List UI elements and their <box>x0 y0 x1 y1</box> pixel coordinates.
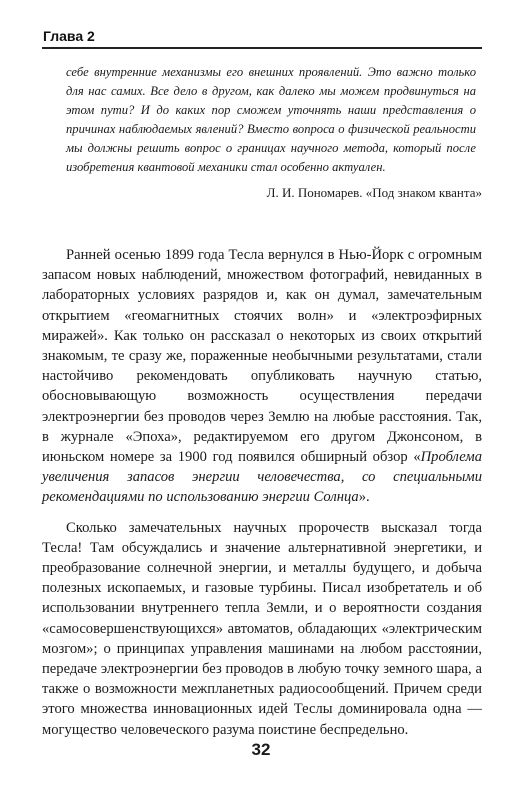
header-divider <box>42 47 482 49</box>
paragraph-1-text: Ранней осенью 1899 года Тесла вернулся в Нью-Йорк с огромным запасом новых наблюдений, множеством фотографий, невиданных в лабораторных условиях разрядов и, как он думал, замечательным открытием «геомагнитных стоячих волн» и «электроэфирных миражей». Как только он рассказал о некоторых из своих открытий знакомым, те сразу же, пораженные необычными результатами, стали настойчиво рекомендовать опубликовать научную статью, обосновывающую возможность осуществления передачи электроэнергии без проводов через Землю на любые расстояния. Так, в журнале «Эпоха», редактируемом его другом Джонсоном, в июньском номере за 1900 год появился обширный обзор « <box>42 247 482 466</box>
epigraph-text: себе внутренние механизмы его внешних проявлений. Это важно только для нас самих. Все дело в другом, как далеко мы можем продвинуться на этом пути? И до каких пор сможем уточнять наши представления о причинах наблюдаемых явлений? Вместо вопроса о физической реальности мы должны решить вопрос о границах научного метода, который после изобретения квантовой механики стал особенно актуален. <box>66 65 476 174</box>
paragraph-1 <box>42 245 482 508</box>
paragraph-1-end: ». <box>358 489 370 506</box>
epigraph <box>66 63 476 177</box>
paragraph-2: Сколько замечательных научных пророчеств высказал тогда Тесла! Там обсуждались и значение альтернативной энергетики, и преобразование солнечной энергии, и металлы будущего, и добыча полезных ископаемых, и газовые турбины. Писал изобретатель и об использовании внутреннего тепла Земли, и о вероятности создания «самосовершенствующихся» автоматов, обладающих «электрическим мозгом»; о принципах управления машинами на любом расстоянии, передаче электроэнергии без проводов в любую точку земного шара, а также о возможности межпланетных радиосообщений. Причем среди этого множества инновационных идей Теслы доминировала одна — могущество человеческого разума поистине беспредельно. <box>42 519 482 738</box>
main-text <box>42 245 482 750</box>
article-title: Проблема увеличения запасов энергии человечества, со специальными рекомендациями по использованию энергии Солнца <box>42 449 482 506</box>
chapter-title: Глава 2 <box>43 28 95 44</box>
epigraph-attribution: Л. И. Пономарев. «Под знаком кванта» <box>266 185 482 200</box>
page-number: 32 <box>251 740 271 759</box>
